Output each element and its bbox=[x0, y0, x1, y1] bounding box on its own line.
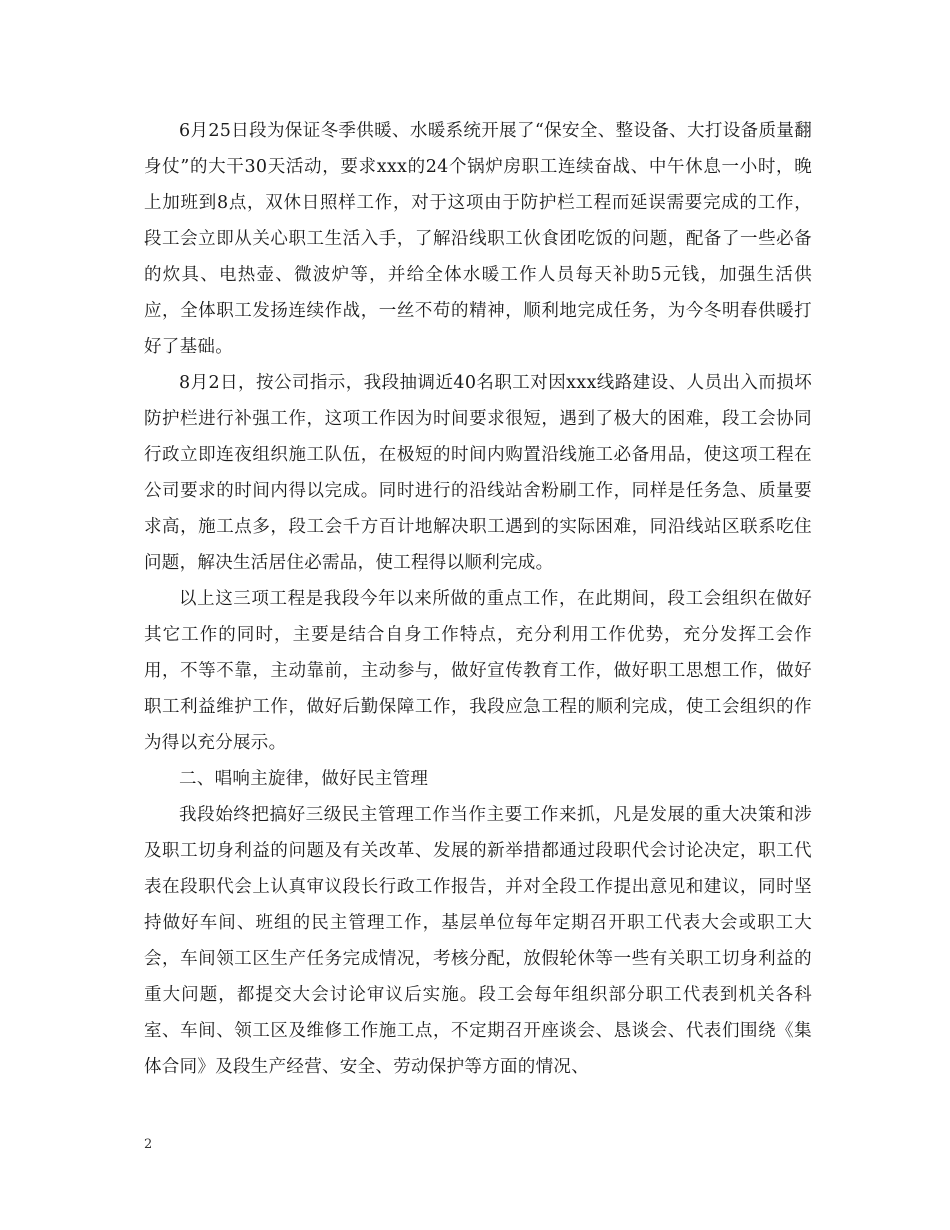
paragraph-guardrail-repair: 8月2日，按公司指示，我段抽调近40名职工对因xxx线路建设、人员出入而损坏防护栏进行补强工作，这项工作因为时间要求很短，遇到了极大的困难，段工会协同行政立即连夜组织施工队伍，在极短的时间内购置沿线施工必备用品，使这项工程在公司要求的时间内得以完成。同时进行的沿线站舍粉刷工作，同样是任务急、质量要求高，施工点多，段工会千方百计地解决职工遇到的实际困难，同沿线站区联系吃住问题，解决生活居住必需品，使工程得以顺利完成。 bbox=[144, 373, 812, 573]
paragraph-heating-campaign: 6月25日段为保证冬季供暖、水暖系统开展了“保安全、整设备、大打设备质量翻身仗”的大干30天活动，要求xxx的24个锅炉房职工连续奋战、中午休息一小时，晚上加班到8点，双休日照样工作，对于这项由于防护栏工程而延误需要完成的工作，段工会立即从关心职工生活入手，了解沿线职工伙食团吃饭的问题，配备了一些必备的炊具、电热壶、微波炉等，并给全体水暖工作人员每天补助5元钱，加强生活供应，全体职工发扬连续作战，一丝不苟的精神，顺利地完成任务，为今冬明春供暖打好了基础。 bbox=[144, 121, 812, 357]
page-number: 2 bbox=[144, 1137, 153, 1152]
document-body bbox=[144, 113, 812, 1085]
section-heading: 二、唱响主旋律，做好民主管理 bbox=[179, 769, 429, 789]
paragraph-key-projects-summary: 以上这三项工程是我段今年以来所做的重点工作，在此期间，段工会组织在做好其它工作的同时，主要是结合自身工作特点，充分利用工作优势，充分发挥工会作用，不等不靠，主动靠前，主动参与，做好宣传教育工作，做好职工思想工作，做好职工利益维护工作，做好后勤保障工作，我段应急工程的顺利完成，使工会组织的作为得以充分展示。 bbox=[144, 589, 812, 753]
paragraph-democratic-management: 我段始终把搞好三级民主管理工作当作主要工作来抓，凡是发展的重大决策和涉及职工切身利益的问题及有关改革、发展的新举措都通过段职代会讨论决定，职工代表在段职代会上认真审议段长行政工作报告，并对全段工作提出意见和建议，同时坚持做好车间、班组的民主管理工作，基层单位每年定期召开职工代表大会或职工大会，车间领工区生产任务完成情况，考核分配，放假轮休等一些有关职工切身利益的重大问题，都提交大会讨论审议后实施。段工会每年组织部分职工代表到机关各科室、车间、领工区及维修工作施工点，不定期召开座谈会、恳谈会、代表们围绕《集体合同》及段生产经营、安全、劳动保护等方面的情况、 bbox=[144, 805, 812, 1077]
